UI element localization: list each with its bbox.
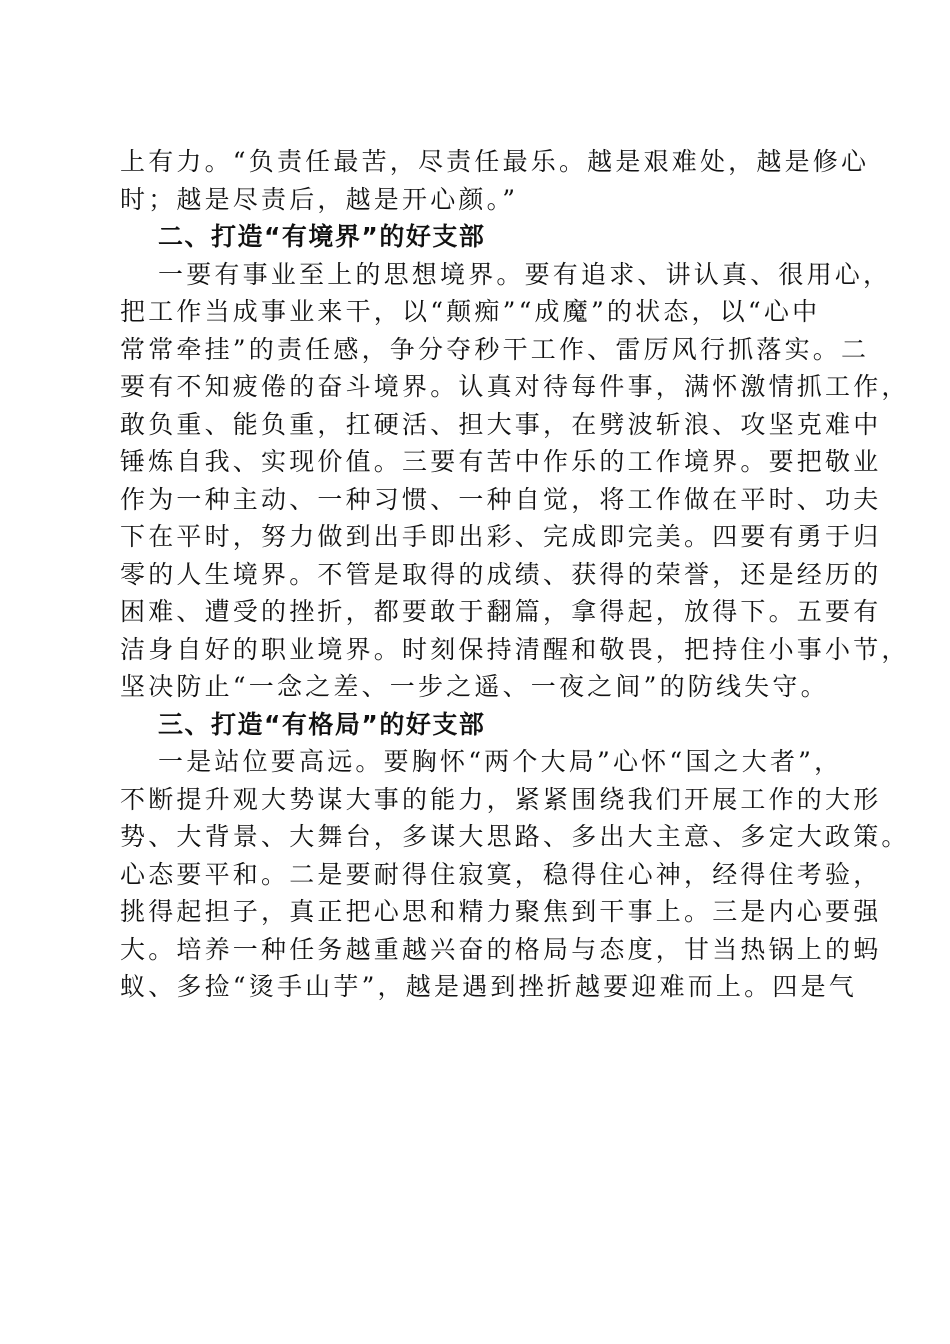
section-heading-3: 三、打造“有格局”的好支部	[158, 709, 486, 739]
paragraph-line: 常常牵挂”的责任感，争分夺秒干工作、雷厉风行抓落实。二	[120, 334, 870, 364]
paragraph-line: 挑得起担子，真正把心思和精力聚焦到干事上。三是内心要强	[120, 897, 882, 926]
paragraph-line: 锤炼自我、实现价值。三要有苦中作乐的工作境界。要把敬业	[120, 447, 882, 476]
paragraph-line: 洁身自好的职业境界。时刻保持清醒和敬畏，把持住小事小节，	[120, 634, 910, 664]
paragraph-line: 一要有事业至上的思想境界。要有追求、讲认真、很用心，	[158, 259, 892, 289]
paragraph-line: 势、大背景、大舞台，多谋大思路、多出大主意、多定大政策。	[120, 822, 910, 851]
paragraph-line: 心态要平和。二是要耐得住寂寞，稳得住心神，经得住考验，	[120, 859, 882, 889]
document-body	[120, 143, 910, 1006]
paragraph-line: 坚决防止“一念之差、一步之遥、一夜之间”的防线失守。	[120, 672, 829, 701]
paragraph-line: 下在平时，努力做到出手即出彩、完成即完美。四要有勇于归	[120, 522, 882, 551]
paragraph-line: 蚁、多捡“烫手山芋”，越是遇到挫折越要迎难而上。四是气	[120, 972, 857, 1001]
paragraph-line: 上有力。“负责任最苦，尽责任最乐。越是艰难处，越是修心	[120, 147, 870, 176]
paragraph-line: 要有不知疲倦的奋斗境界。认真对待每件事，满怀激情抓工作，	[120, 372, 910, 401]
paragraph-line: 困难、遭受的挫折，都要敢于翻篇，拿得起，放得下。五要有	[120, 597, 882, 626]
section-heading-2: 二、打造“有境界”的好支部	[158, 222, 486, 251]
paragraph-line: 零的人生境界。不管是取得的成绩、获得的荣誉，还是经历的	[120, 559, 882, 589]
paragraph-line: 作为一种主动、一种习惯、一种自觉，将工作做在平时、功夫	[120, 484, 882, 514]
paragraph-line: 不断提升观大势谋大事的能力，紧紧围绕我们开展工作的大形	[120, 784, 882, 814]
paragraph-line: 把工作当成事业来干，以“颠痴”“成魔”的状态，以“心中	[120, 297, 821, 326]
paragraph-line: 一是站位要高远。要胸怀“两个大局”心怀“国之大者”，	[158, 747, 843, 776]
paragraph-line: 敢负重、能负重，扛硬活、担大事，在劈波斩浪、攻坚克难中	[120, 409, 882, 439]
paragraph-line: 大。培养一种任务越重越兴奋的格局与态度，甘当热锅上的蚂	[120, 934, 882, 964]
paragraph-line: 时；越是尽责后，越是开心颜。”	[120, 184, 519, 214]
